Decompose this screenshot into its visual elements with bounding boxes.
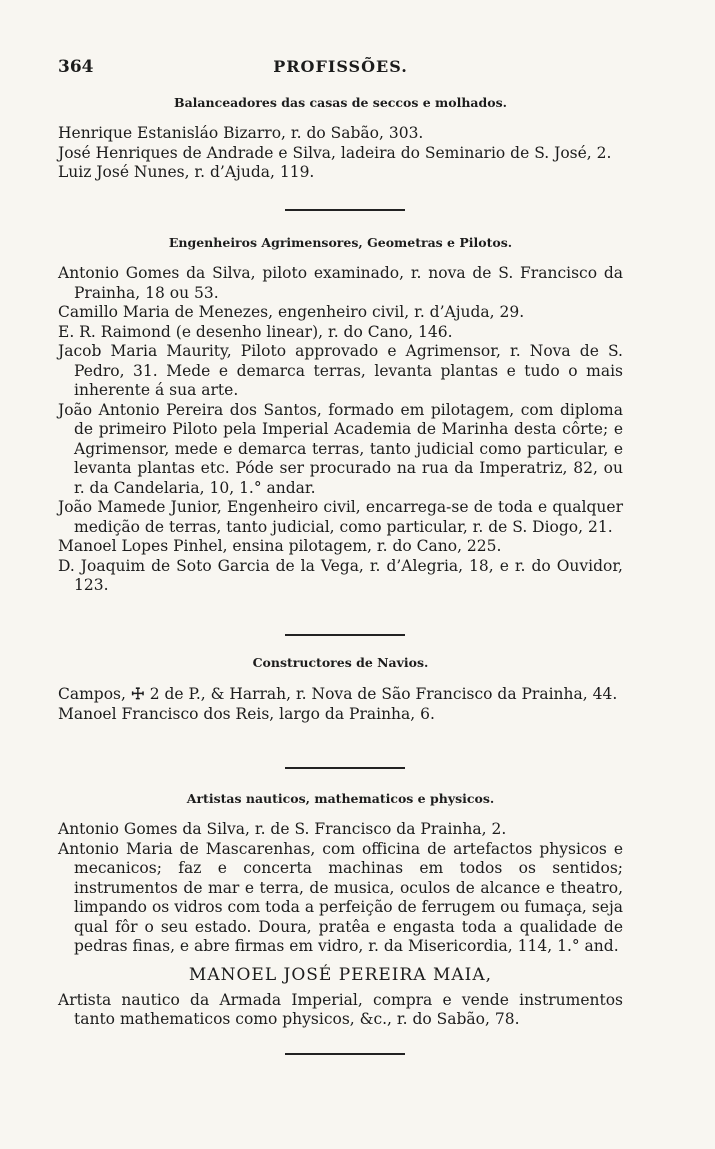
list-item: Antonio Gomes da Silva, r. de S. Francisco da Prainha, 2. [58,820,507,838]
list-item [58,684,623,705]
section-balanceadores [58,94,623,183]
cross-icon: ☩ [130,684,145,703]
list-item: D. Joaquim de Soto Garcia de la Vega, r. d’Alegria, 18, e r. do Ouvidor, 123. [58,556,623,594]
section-engenheiros [58,234,623,596]
list-item: João Antonio Pereira dos Santos, formado em pilotagem, com diploma de primeiro Piloto pela Imperial Academia de Marinha desta côrte; e Agrimensor, mede e demarca terras, tanto judicial como particular, e levanta plantas etc. Póde ser procurado na rua da Imperatriz, 82, ou r. da Candelaria, 10, 1.° andar. [58,400,623,497]
section-artistas [58,790,623,1030]
featured-name: MANOEL JOSÉ PEREIRA MAIA, [188,964,493,985]
section-divider [285,767,405,769]
page-number: 364 [58,57,94,77]
list-item: Camillo Maria de Menezes, engenheiro civil, r. d’Ajuda, 29. [58,303,525,321]
page-header [58,57,623,81]
running-title: PROFISSÕES. [273,57,408,76]
section-heading: Balanceadores das casas de seccos e molhados. [174,95,507,110]
list-item: José Henriques de Andrade e Silva, ladeira do Seminario de S. José, 2. [58,143,612,162]
list-item: E. R. Raimond (e desenho linear), r. do Cano, 146. [58,322,453,341]
list-item: Manoel Lopes Pinhel, ensina pilotagem, r. do Cano, 225. [58,537,502,555]
section-heading: Engenheiros Agrimensores, Geometras e Pilotos. [168,235,513,250]
list-item: Antonio Maria de Mascarenhas, com officina de artefactos physicos e mecanicos; faz e concerta machinas em todos os sentidos; instrumentos de mar e terra, de musica, oculos de alcance e theatro, limpando os vidros com toda a perfeição de ferrugem ou fumaça, seja qual fôr o seu estado. Doura, pratêa e engasta toda a qualidade de pedras finas, e abre firmas em vidro, r. da Misericordia, 114, 1.° and. [58,839,623,955]
entry-name: Campos, [58,685,126,703]
list-item: Henrique Estanisláo Bizarro, r. do Sabão, 303. [58,124,424,142]
featured-entry: Artista nautico da Armada Imperial, compra e vende instrumentos tanto mathematicos como physicos, &c., r. do Sabão, 78. [58,990,623,1028]
section-divider [285,1053,405,1055]
section-divider [285,634,405,636]
section-heading: Artistas nauticos, mathematicos e physicos. [186,791,495,806]
list-item: Manoel Francisco dos Reis, largo da Prainha, 6. [58,704,435,723]
section-divider [285,209,405,211]
entry-text: 2 de P., & Harrah, r. Nova de São Francisco da Prainha, 44. [149,685,618,703]
section-constructores [58,654,623,724]
list-item: João Mamede Junior, Engenheiro civil, encarrega-se de toda e qualquer medição de terras, tanto judicial, como particular, r. de S. Diogo, 21. [58,498,623,536]
list-item: Antonio Gomes da Silva, piloto examinado, r. nova de S. Francisco da Prainha, 18 ou 53. [58,264,623,302]
list-item: Jacob Maria Maurity, Piloto approvado e Agrimensor, r. Nova de S. Pedro, 31. Mede e demarca terras, levanta plantas e tudo o mais inherente á sua arte. [58,342,623,399]
section-heading: Constructores de Navios. [252,655,429,670]
list-item: Luiz José Nunes, r. d’Ajuda, 119. [58,163,315,181]
